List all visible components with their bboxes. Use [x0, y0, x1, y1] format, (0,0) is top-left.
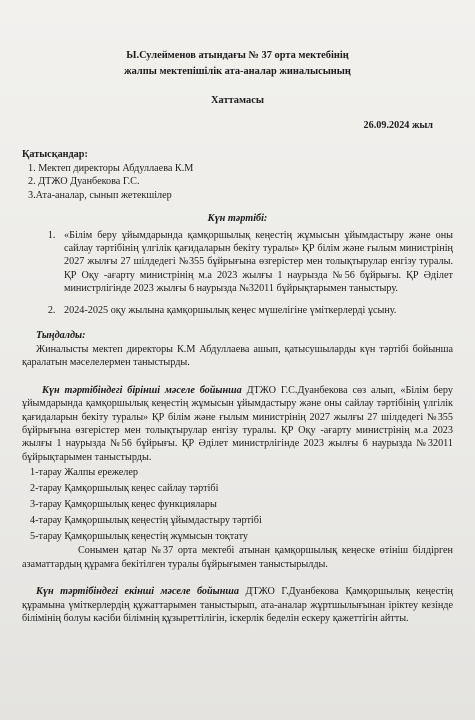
document-date: 26.09.2024 жыл — [363, 119, 433, 131]
section-2-text: ДТЖО Г.Дуанбекова Қамқоршылық кеңестің құрамына үміткерлердің құжаттарымен таныстырып, ата-аналар жұртшылығынан іріктеу кезінде білімінің болуы кәсіби білімнің құзыреттілігін, іскерлік беделін ескеру қажеттігін айтты. — [22, 586, 453, 625]
attendee-item: 3.Ата-аналар, сынып жетекшілер — [28, 189, 172, 201]
header-line-1: Ы.Сулейменов атындағы № 37 орта мектебінің — [126, 50, 349, 61]
chapters-list — [30, 465, 453, 544]
header-line-2: жалпы мектепішілік ата-аналар жиналысының — [124, 65, 351, 77]
chapter-item: 1-тарау Жалпы ережелер — [30, 467, 138, 479]
section-1-text: ДТЖО Г.С.Дуанбекова сөз алып, «Білім беру ұйымдарында қамқоршылық кеңестің жұмысын ұйымдастыру және оны сайлау тәртібінің үлгілік қағидаларын бекіту туралы» ҚР білім және ғылым министрінің 2027 жылғы 27 шілдедегі №355 бұйрығына өзгерістер мен толықтырулар енгізу туралы. ҚР Оқу -ағарту министрінің м.а 2023 жылғы 1 наурызда №56 бұйрығы. ҚР Әділет министрлігінде 2023 жылғы 6 наурызда №32011 бұйрықтарымен таныстырды. — [22, 384, 453, 463]
listened-title: Тыңдалды: — [36, 330, 86, 342]
agenda-title: Күн тәртібі: — [207, 213, 268, 225]
section-2-lead: Күн тәртібіндегі екінші мәселе бойынша — [36, 586, 239, 598]
chapter-item: 3-тарау Қамқоршылық кеңес функциялары — [30, 498, 217, 510]
section-1-lead: Күн тәртібіндегі бірінші мәселе бойынша — [42, 384, 242, 396]
chapter-item: 4-тарау Қамқоршылық кеңестің ұйымдастыру тәртібі — [30, 514, 262, 526]
attendee-item: 2. ДТЖО Дуанбекова Г.С. — [28, 176, 140, 188]
listened-text: Жиналысты мектеп директоры К.М Абдуллаева ашып, қатысушыларды күн тәртібі бойынша қаралатын мәселелермен таныстырды. — [22, 343, 453, 369]
agenda-list — [22, 229, 453, 318]
attendees-title: Қатысқандар: — [22, 149, 88, 161]
chapter-item: 5-тарау Қамқоршылық кеңестің жұмысын тоқтату — [30, 530, 248, 542]
section-1-paragraph — [22, 384, 453, 465]
document-title: Хаттамасы — [211, 95, 264, 107]
agenda-item: 2. 2024-2025 оқу жылына қамқоршылық кеңес мүшелігіне үміткерлерді ұсыну. — [58, 304, 453, 317]
agenda-item: 1. «Білім беру ұйымдарында қамқоршылық кеңестің жұмысын ұйымдастыру және оны сайлау тәртібінің үлгілік қағидаларын бекіту туралы» ҚР білім және ғылым министрінің 2027 жылғы 27 шілдедегі №355 бұйрығына өзгерістер мен толықтырулар енгізу туралы. ҚР Оқу -ағарту министрінің м.а 2023 жылғы 1 наурызда №56 бұйрығы. ҚР Әділет министрлігінде 2023 жылғы 6 наурызда №32011 бұйрықтарымен таныстыру. — [58, 229, 453, 296]
section-1-closing: Сонымен қатар №37 орта мектебі атынан қамқоршылық кеңеске өтініш білдірген азаматтардың құрамға бекітілген туралы бұйрығымен таныстырылды. — [22, 545, 453, 570]
attendee-item: 1. Мектеп директоры Абдуллаева К.М — [28, 162, 194, 174]
section-2-paragraph — [22, 585, 453, 625]
chapter-item: 2-тарау Қамқоршылық кеңес сайлау тәртібі — [30, 483, 219, 495]
